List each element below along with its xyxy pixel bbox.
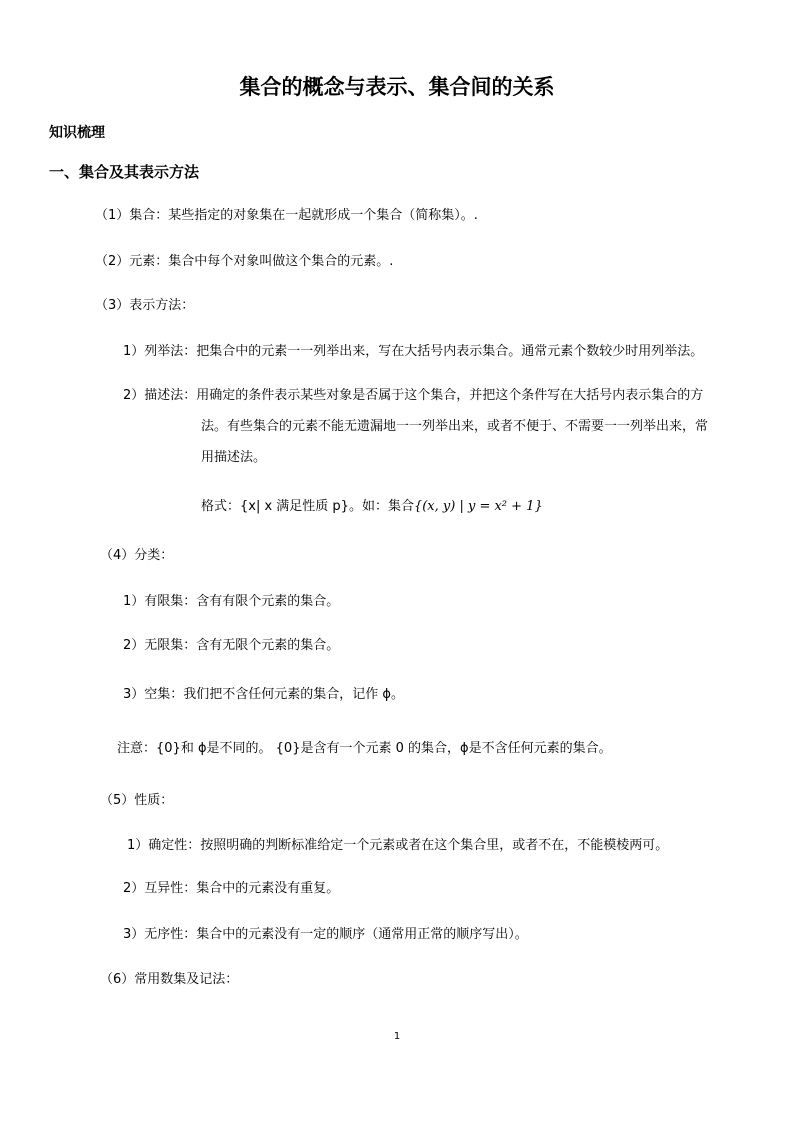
item-determinacy: 1）确定性：按照明确的判断标准给定一个元素或者在这个集合里，或者不在，不能模棱两可。 (127, 838, 669, 853)
format-line (201, 498, 543, 516)
page-title: 集合的概念与表示、集合间的关系 (239, 75, 555, 99)
item-finite-set: 1）有限集：含有有限个元素的集合。 (123, 594, 340, 609)
item-unorderedness: 3）无序性：集合中的元素没有一定的顺序（通常用正常的顺序写出）。 (123, 927, 528, 942)
item-description-method-line3: 用描述法。 (201, 450, 267, 465)
page-number: 1 (393, 1031, 401, 1042)
item-roster-method: 1）列举法：把集合中的元素一一列举出来，写在大括号内表示集合。通常元素个数较少时用列举法。 (123, 344, 704, 359)
note-empty-set: 注意：{0}和 ϕ是不同的。 {0}是含有一个元素 0 的集合，ϕ是不含任何元素的集合。 (117, 741, 612, 756)
heading-sets-and-representation: 一、集合及其表示方法 (49, 163, 200, 181)
item-description-method-line1: 2）描述法：用确定的条件表示某些对象是否属于这个集合，并把这个条件写在大括号内表示集合的方 (123, 388, 704, 403)
item-common-number-sets: （6）常用数集及记法： (100, 972, 239, 987)
item-infinite-set: 2）无限集：含有无限个元素的集合。 (123, 638, 340, 653)
format-math-expression: {(x, y) | y = x² + 1} (413, 499, 543, 514)
item-empty-set: 3）空集：我们把不含任何元素的集合，记作 ϕ。 (123, 687, 404, 702)
item-description-method-line2: 法。有些集合的元素不能无遗漏地一一列举出来，或者不便于、不需要一一列举出来，常 (201, 419, 709, 434)
item-properties: （5）性质： (100, 793, 174, 808)
item-classification: （4）分类： (100, 548, 174, 563)
item-representation-methods: （3）表示方法： (95, 298, 195, 313)
format-prefix: 格式：{x| x 满足性质 p}。如：集合 (201, 499, 414, 514)
section-label: 知识梳理 (49, 125, 105, 141)
item-set-definition: （1）集合：某些指定的对象集在一起就形成一个集合（简称集）。. (95, 208, 478, 223)
item-element-definition: （2）元素：集合中每个对象叫做这个集合的元素。. (95, 254, 394, 269)
item-distinctness: 2）互异性：集合中的元素没有重复。 (123, 881, 340, 896)
